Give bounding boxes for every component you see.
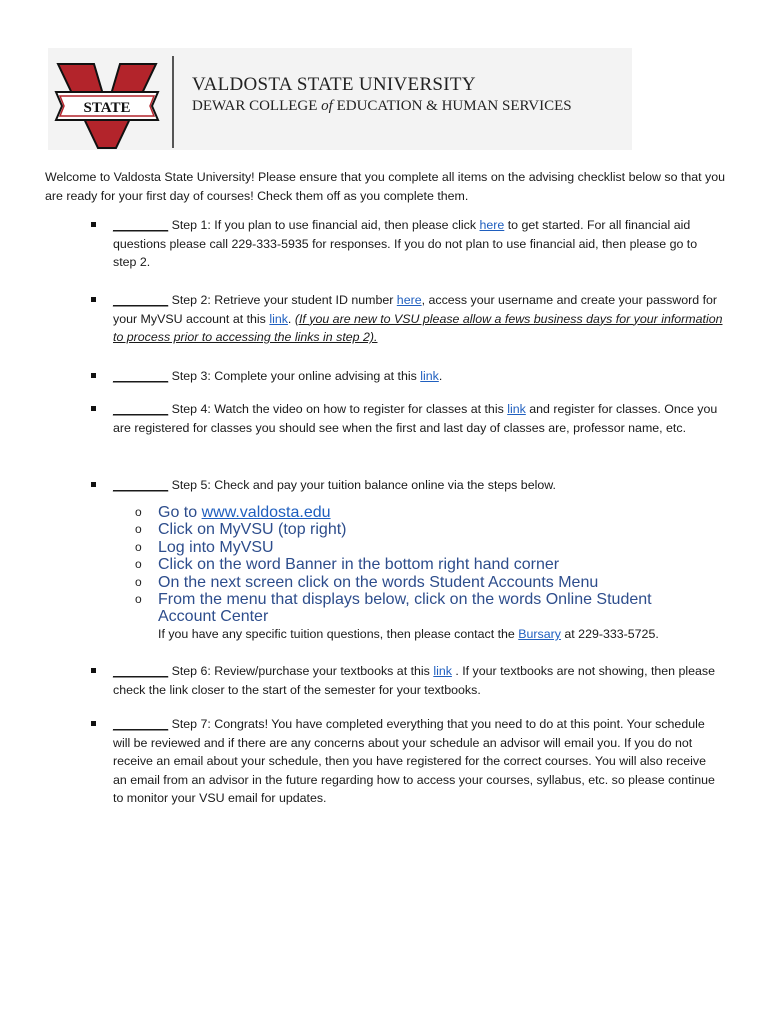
college-of: of <box>321 98 333 114</box>
step-text: and register for classes. Once you are registered for classes you should see when the first and last day of classes are, professor name, etc. <box>113 402 718 435</box>
header-divider <box>172 56 174 148</box>
student-id-link[interactable]: here <box>396 293 422 307</box>
intro-text: Welcome to Valdosta State University! Please ensure that you complete all items on the advising checklist below so that you are ready for your first day of courses! Check them off as you complete them. <box>45 170 725 203</box>
substep-text: Click on the word Banner in the bottom right hand corner <box>158 556 560 574</box>
valdosta-website-link[interactable]: www.valdosta.edu <box>201 504 331 521</box>
college-part1: DEWAR COLLEGE <box>192 98 322 114</box>
bullet-icon <box>91 373 96 378</box>
step-text: Step 4: Watch the video on how to register for classes at this <box>168 402 508 416</box>
register-video-link[interactable]: link <box>507 402 526 416</box>
checkbox-blank: ________ <box>113 369 169 383</box>
substep-item <box>135 504 655 521</box>
financial-aid-link[interactable]: here <box>479 218 505 232</box>
tuition-text: If you have any specific tuition questions, then please contact the <box>158 627 519 641</box>
substep-text: Go to <box>158 504 202 521</box>
myvsu-account-link[interactable]: link <box>269 311 288 326</box>
letterhead <box>48 48 632 150</box>
tuition-text: at 229-333-5725. <box>560 627 659 641</box>
tuition-substeps <box>135 504 655 626</box>
step-text: Step 3: Complete your online advising at this <box>168 369 421 383</box>
step-text: . <box>287 311 295 326</box>
step-6 <box>113 662 723 699</box>
substep-item <box>135 574 655 591</box>
bursary-link[interactable]: Bursary <box>518 627 561 641</box>
checkbox-blank: ________ <box>113 218 169 232</box>
checkbox-blank: ________ <box>113 293 169 307</box>
substep-item <box>135 556 655 573</box>
textbooks-link[interactable]: link <box>433 664 452 678</box>
step-text: , access your username and create your password for your MyVSU account at this <box>113 293 718 326</box>
bullet-icon <box>91 406 96 411</box>
checkbox-blank: ________ <box>113 402 169 416</box>
substep-item <box>135 590 655 626</box>
bullet-icon <box>91 721 96 726</box>
step-5 <box>113 476 723 495</box>
circle-bullet-icon: o <box>135 522 142 537</box>
step-text: . If your textbooks are not showing, then please check the link closer to the start of the semester for your textbooks. <box>113 664 716 697</box>
circle-bullet-icon: o <box>135 574 142 589</box>
circle-bullet-icon: o <box>135 591 142 606</box>
step-text: Step 1: If you plan to use financial aid, then please click <box>168 218 480 232</box>
bullet-icon <box>91 222 96 227</box>
step-2 <box>113 291 723 347</box>
substep-item <box>135 539 655 556</box>
bullet-icon <box>91 668 96 673</box>
step-7 <box>113 715 723 808</box>
step-text: Step 2: Retrieve your student ID number <box>168 293 397 307</box>
step-2-note: (If you are new to VSU please allow a fews business days for your information to process prior to accessing the links in step 2). <box>113 311 723 345</box>
online-advising-link[interactable]: link <box>420 369 439 383</box>
college-name <box>192 98 572 115</box>
circle-bullet-icon: o <box>135 557 142 572</box>
tuition-contact <box>158 625 758 644</box>
step-text: . <box>438 369 443 383</box>
step-text: Step 7: Congrats! You have completed everything that you need to do at this point. Your schedule will be reviewed and if there are any concerns about your schedule an advisor will email you. If you do not receive an email about your schedule, then you have registered for the correct courses. You will also receive an email from an advisor in the future regarding how to access your courses, syllabus, etc. so please continue to monitor your VSU email for updates. <box>113 717 715 806</box>
step-text: to get started. For all financial aid questions please call 229-333-5935 for responses. If you do not plan to use financial aid, then please go to step 2. <box>113 218 698 270</box>
checkbox-blank: ________ <box>113 717 169 731</box>
substep-text: On the next screen click on the words Student Accounts Menu <box>158 573 599 591</box>
step-text: Step 5: Check and pay your tuition balance online via the steps below. <box>168 478 556 492</box>
vsu-logo <box>54 58 160 154</box>
circle-bullet-icon: o <box>135 505 142 519</box>
step-text: Step 6: Review/purchase your textbooks at this <box>168 664 434 678</box>
substep-item <box>135 521 655 538</box>
bullet-icon <box>91 482 96 487</box>
university-name: VALDOSTA STATE UNIVERSITY <box>192 74 476 95</box>
substep-text: From the menu that displays below, click on the words Online Student Account Center <box>158 590 652 626</box>
step-3 <box>113 367 723 386</box>
logo-text: STATE <box>83 100 131 116</box>
college-part2: EDUCATION & HUMAN SERVICES <box>332 98 572 114</box>
substep-text: Click on MyVSU (top right) <box>158 521 347 539</box>
bullet-icon <box>91 297 96 302</box>
checkbox-blank: ________ <box>113 664 169 678</box>
checkbox-blank: ________ <box>113 478 169 492</box>
circle-bullet-icon: o <box>135 539 142 554</box>
step-4 <box>113 400 723 437</box>
step-1 <box>113 216 723 272</box>
substep-text: Log into MyVSU <box>158 538 274 556</box>
